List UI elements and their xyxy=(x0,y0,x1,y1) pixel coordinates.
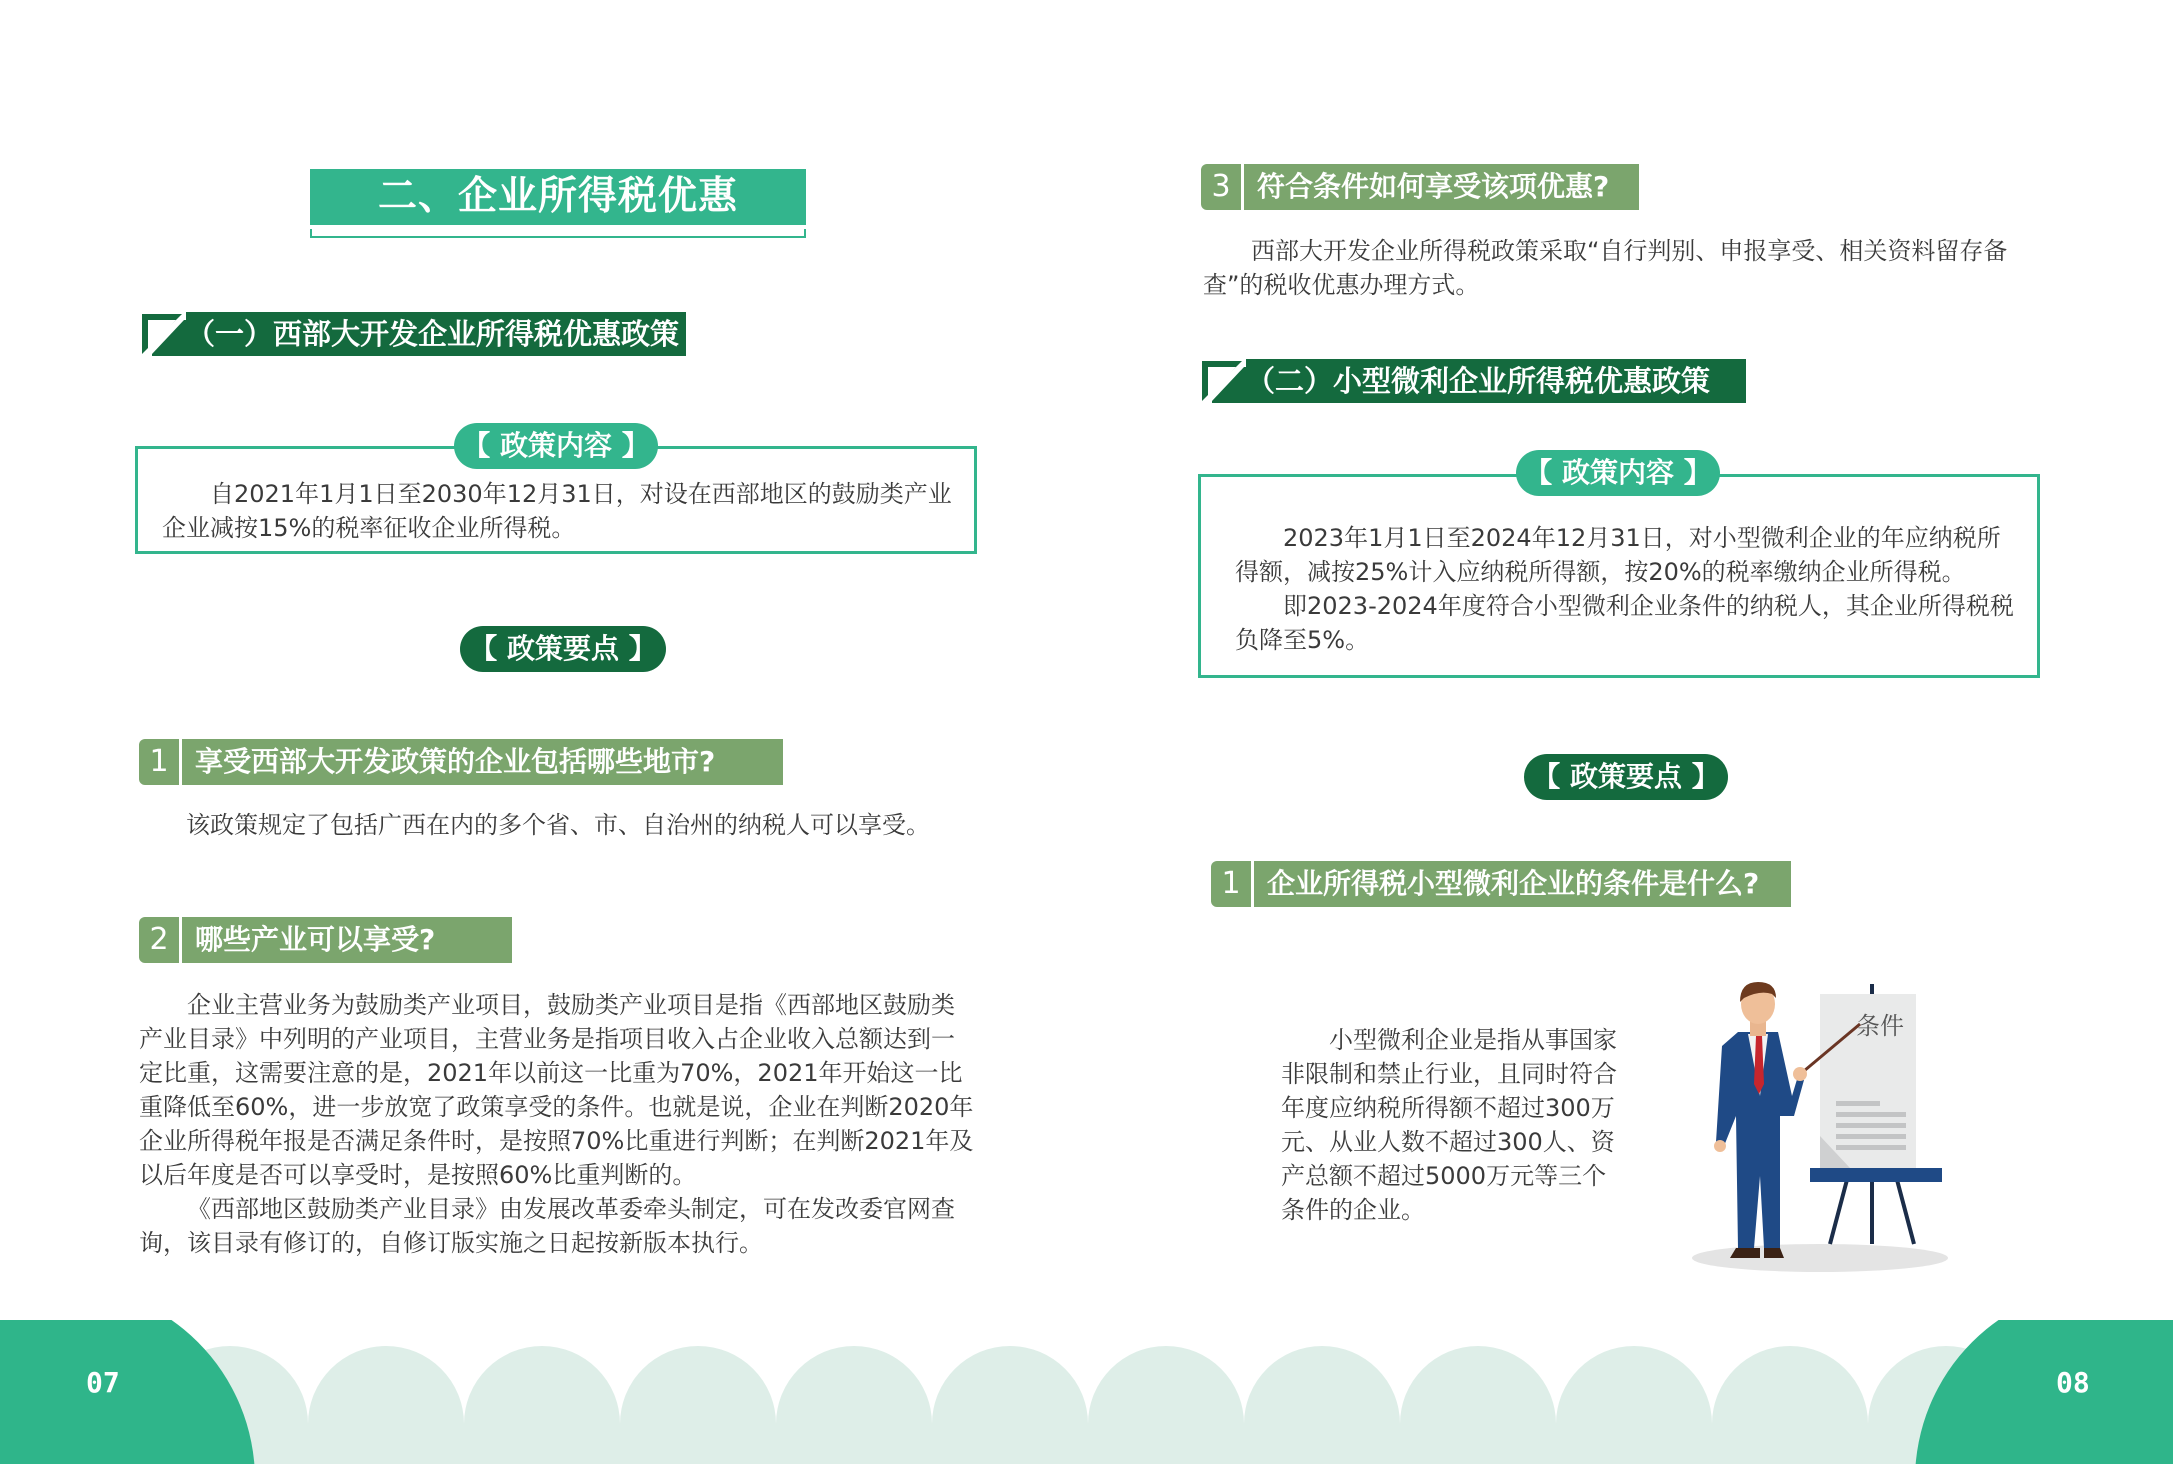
question-title: 享受西部大开发政策的企业包括哪些地市? xyxy=(195,745,716,778)
answer-paragraph: 西部大开发企业所得税政策采取“自行判别、申报享受、相关资料留存备查”的税收优惠办理方式。 xyxy=(1203,237,2008,299)
answer-paragraph: 企业主营业务为鼓励类产业项目，鼓励类产业项目是指《西部地区鼓励类产业目录》中列明的产业项目，主营业务是指项目收入占企业收入总额达到一定比重，这需要注意的是，2021年以前这一比重为70%，2021年开始这一比重降低至60%，进一步放宽了政策享受的条件。也就是说，企业在判断2020年企业所得税年报是否满足条件时，是按照70%比重进行判断；在判断2021年及以后年度是否可以享受时，是按照60%比重判断的。 xyxy=(139,991,974,1189)
section-header-small-micro xyxy=(1198,359,1746,403)
presenter-illustration xyxy=(1680,976,1950,1276)
section-title: （一）西部大开发企业所得税优惠政策 xyxy=(186,317,680,351)
question-1-answer: 该政策规定了包括广西在内的多个省、市、自治州的纳税人可以享受。 xyxy=(186,811,930,839)
question-header-2 xyxy=(139,917,512,963)
question-number: 3 xyxy=(1201,164,1244,210)
main-title-underline xyxy=(310,229,806,238)
answer-paragraph: 小型微利企业是指从事国家非限制和禁止行业，且同时符合年度应纳税所得额不超过300万元、从业人数不超过300人、资产总额不超过5000万元等三个条件的企业。 xyxy=(1281,1026,1617,1224)
triangle-icon xyxy=(1198,359,1246,403)
answer-paragraph: 《西部地区鼓励类产业目录》由发展改革委牵头制定，可在发改委官网查询，该目录有修订的，自修订版实施之日起按新版本执行。 xyxy=(139,1195,955,1257)
question-header-1 xyxy=(139,739,783,785)
question-title: 符合条件如何享受该项优惠? xyxy=(1257,170,1610,203)
question-title: 哪些产业可以享受? xyxy=(195,923,436,956)
policy-content-text: 即2023-2024年度符合小型微利企业条件的纳税人，其企业所得税税负降至5%。 xyxy=(1235,592,2014,654)
page-number-right: 08 xyxy=(2056,1366,2090,1399)
board-text: 条件 xyxy=(1856,1012,1904,1040)
question-2-answer xyxy=(139,988,974,1260)
triangle-icon xyxy=(138,312,186,356)
main-title xyxy=(310,169,806,239)
section-header-western xyxy=(138,312,686,356)
question-header-1-small xyxy=(1211,861,1791,907)
main-title-text: 二、企业所得税优惠 xyxy=(310,169,806,225)
policy-content-label: 【 政策内容 】 xyxy=(454,423,658,469)
section-title: （二）小型微利企业所得税优惠政策 xyxy=(1246,364,1711,398)
question-1-small-answer xyxy=(1281,1023,1629,1227)
footer-clouds xyxy=(0,1320,2173,1464)
policy-content-label: 【 政策内容 】 xyxy=(1516,450,1720,496)
question-3-answer xyxy=(1203,234,2041,302)
question-title: 企业所得税小型微利企业的条件是什么? xyxy=(1267,867,1760,900)
policy-content-text: 自2021年1月1日至2030年12月31日，对设在西部地区的鼓励类产业企业减按15%的税率征收企业所得税。 xyxy=(162,480,952,542)
policy-points-label: 【 政策要点 】 xyxy=(1524,754,1728,800)
question-number: 1 xyxy=(1211,861,1254,907)
policy-content-box xyxy=(1198,474,2040,678)
question-header-3 xyxy=(1201,164,1639,210)
question-number: 2 xyxy=(139,917,182,963)
page-number-left: 07 xyxy=(86,1366,120,1399)
policy-points-label: 【 政策要点 】 xyxy=(460,626,666,672)
question-number: 1 xyxy=(139,739,182,785)
policy-content-text: 2023年1月1日至2024年12月31日，对小型微利企业的年应纳税所得额，减按25%计入应纳税所得额，按20%的税率缴纳企业所得税。 xyxy=(1235,524,2001,586)
